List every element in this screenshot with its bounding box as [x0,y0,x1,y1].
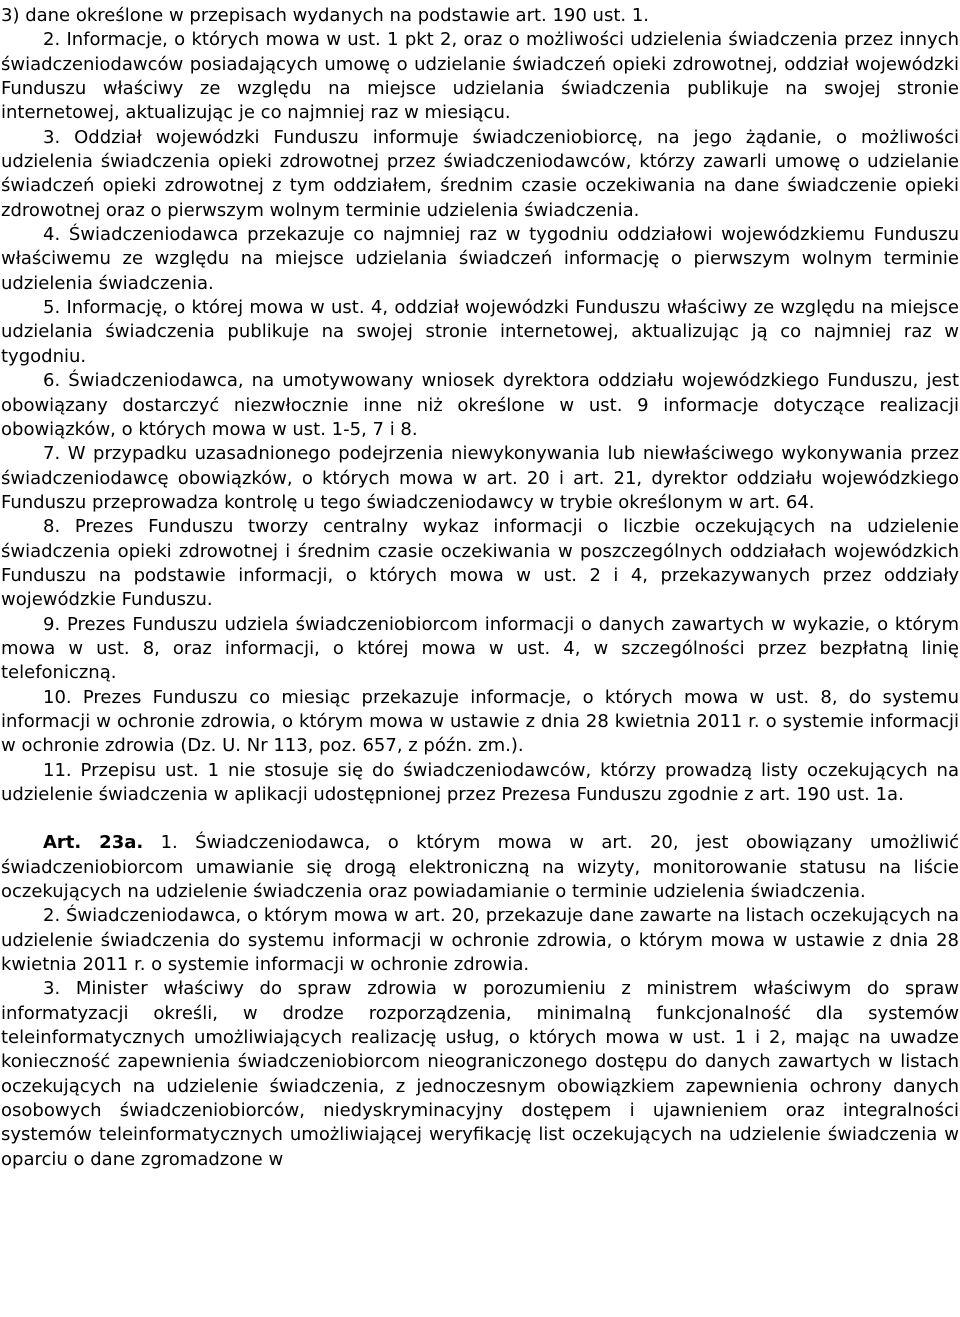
paragraph-ust-11: 11. Przepisu ust. 1 nie stosuje się do świadczeniodawców, którzy prowadzą listy oczekujących na udzielenie świadczenia w aplikacji udostępnionej przez Prezesa Funduszu zgodnie z art. 190 ust. 1a. [1,759,959,805]
article-first-paragraph: 1. Świadczeniodawca, o którym mowa w art. 20, jest obowiązany umożliwić świadczeniobiorcom umawianie się drogą elektroniczną na wizyty, monitorowanie statusu na liście oczekujących na udzielenie świadczenia oraz powiadamianie o terminie udzielenia świadczenia. [1,832,959,903]
paragraph-ust-6: 6. Świadczeniodawca, na umotywowany wniosek dyrektora oddziału wojewódzkiego Funduszu, jest obowiązany dostarczyć niezwłocznie inne niż określone w ust. 9 informacje dotyczące realizacji obowiązków, o których mowa w ust. 1-5, 7 i 8. [1,370,959,440]
paragraph-ust-2: 2. Informacje, o których mowa w ust. 1 pkt 2, oraz o możliwości udzielenia świadczenia przez innych świadczeniodawców posiadających umowę o udzielanie świadczeń opieki zdrowotnej, oddział wojewódzki Funduszu właściwy ze względu na miejsce udzielania świadczenia publikuje na swojej stronie internetowej, aktualizując je co najmniej raz w miesiącu. [1,29,959,124]
paragraph-ust-7: 7. W przypadku uzasadnionego podejrzenia niewykonywania lub niewłaściwego wykonywania przez świadczeniodawcę obowiązków, o których mowa w art. 20 i art. 21, dyrektor oddziału wojewódzkiego Funduszu przeprowadza kontrolę u tego świadczeniodawcy w trybie określonym w art. 64. [1,443,959,513]
paragraph-ust-8: 8. Prezes Funduszu tworzy centralny wykaz informacji o liczbie oczekujących na udzielenie świadczenia opieki zdrowotnej i średnim czasie oczekiwania w poszczególnych oddziałach wojewódzkich Funduszu na podstawie informacji, o których mowa w ust. 2 i 4, przekazywanych przez oddziały wojewódzkie Funduszu. [1,516,959,611]
paragraph-ust-3: 3. Oddział wojewódzki Funduszu informuje świadczeniobiorcę, na jego żądanie, o możliwości udzielenia świadczenia opieki zdrowotnej przez świadczeniodawców, którzy zawarli umowę o udzielanie świadczeń opieki zdrowotnej z tym oddziałem, średnim czasie oczekiwania na dane świadczenie opieki zdrowotnej oraz o pierwszym wolnym terminie udzielenia świadczenia. [1,126,959,221]
article-23a-paragraph-3: 3. Minister właściwy do spraw zdrowia w porozumieniu z ministrem właściwym do spraw informatyzacji określi, w drodze rozporządzenia, minimalną funkcjonalność dla systemów teleinformatycznych umożliwiających realizację usług, o których mowa w ust. 1 i 2, mając na uwadze konieczność zapewnienia świadczeniobiorcom nieograniczonego dostępu do danych zawartych w listach oczekujących na udzielenie świadczenia, z jednoczesnym obowiązkiem zapewnienia ochrony danych osobowych świadczeniobiorców, niedyskryminacyjny dostępem i ujawnieniem oraz integralności systemów teleinformatycznych umożliwiającej weryfikację list oczekujących na udzielenie świadczenia w oparciu o dane zgromadzone w [1,978,959,1170]
paragraph-ust-10: 10. Prezes Funduszu co miesiąc przekazuje informacje, o których mowa w ust. 8, do systemu informacji w ochronie zdrowia, o którym mowa w ustawie z dnia 28 kwietnia 2011 r. o systemie informacji w ochronie zdrowia (Dz. U. Nr 113, poz. 657, z późn. zm.). [1,686,959,757]
article-heading: Art. 23a. [43,832,144,854]
article-23a-paragraph-2: 2. Świadczeniodawca, o którym mowa w art. 20, przekazuje dane zawarte na listach oczekujących na udzielenie świadczenia do systemu informacji w ochronie zdrowia, o którym mowa w ustawie z dnia 28 kwietnia 2011 r. o systemie informacji w ochronie zdrowia. [1,905,959,976]
paragraph-ust-5: 5. Informację, o której mowa w ust. 4, oddział wojewódzki Funduszu właściwy ze względu na miejsce udzielania świadczenia publikuje na swojej stronie internetowej, aktualizując ją co najmniej raz w tygodniu. [1,297,959,367]
paragraph-ust-9: 9. Prezes Funduszu udziela świadczeniobiorcom informacji o danych zawartych w wykazie, o którym mowa w ust. 8, oraz informacji, o której mowa w ust. 4, w szczególności przez bezpłatną linię telefoniczną. [1,613,959,684]
list-item-3: 3) dane określone w przepisach wydanych na podstawie art. 190 ust. 1. [1,5,650,26]
paragraph-ust-4: 4. Świadczeniodawca przekazuje co najmniej raz w tygodniu oddziałowi wojewódzkiemu Funduszu właściwemu ze względu na miejsce udzielania świadczeń informację o pierwszym wolnym terminie udzielenia świadczenia. [1,224,959,294]
article-23a-paragraph-1 [1,831,959,904]
section-spacer [1,807,959,831]
